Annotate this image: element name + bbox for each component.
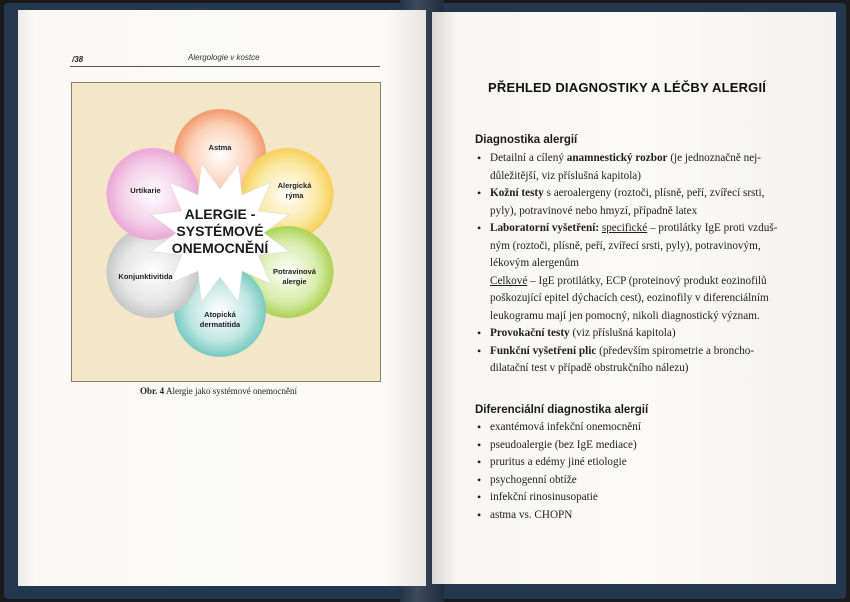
list-item-continuation: lékovým alergenům	[490, 257, 579, 269]
caption-text: Alergie jako systémové onemocnění	[165, 386, 298, 396]
list-item-continuation: poškozující epitel dýchacích cest), eozinofily v diferenciálním	[490, 292, 769, 304]
figure-caption	[140, 386, 297, 396]
list-item: • Provokační testy (viz příslušná kapitola)	[475, 325, 795, 343]
center-label-line-2: SYSTÉMOVÉ	[176, 223, 264, 239]
list-item-continuation: dilatační test v případě obstrukčního nálezu)	[490, 362, 689, 374]
diagnostics-list	[475, 150, 795, 378]
petal-label: alergie	[282, 277, 307, 286]
list-item-continuation: ným (roztoči, plísně, peří, zvířecí srsti, pyly), potravinovým,	[490, 239, 761, 252]
petal-label: Astma	[208, 143, 232, 152]
header-rule	[70, 66, 380, 67]
center-label-line-1: ALERGIE -	[184, 206, 256, 222]
list-item: • pseudoalergie (bez IgE mediace)	[475, 437, 795, 455]
differential-list	[475, 419, 795, 524]
list-item: • infekční rinosinusopatie	[475, 489, 795, 507]
list-item-continuation: leukogramu mají jen pomocný, nikoli diagnostický význam.	[490, 309, 760, 322]
differential-heading: Diferenciální diagnostika alergií	[475, 404, 649, 416]
petal-label: Konjunktivitida	[118, 272, 173, 281]
list-item: • Detailní a cílený anamnestický rozbor (je jednoznačně nej-	[475, 150, 795, 168]
petal-label: dermatitida	[199, 320, 241, 329]
petal-label: rýma	[285, 191, 304, 200]
page-number: /38	[72, 55, 84, 64]
list-item-continuation: důležitější, viz příslušná kapitola)	[490, 169, 641, 182]
list-item: • Kožní testy s aeroalergeny (roztoči, plísně, peří, zvířecí srsti,	[475, 185, 795, 203]
diagnostics-heading: Diagnostika alergií	[475, 134, 578, 146]
list-item-continuation: pyly), potravinové nebo hmyzí, případně latex	[490, 204, 698, 217]
running-header: Alergologie v kostce	[188, 53, 260, 62]
center-label-line-3: ONEMOCNĚNÍ	[171, 240, 269, 256]
page-title: PŘEHLED DIAGNOSTIKY A LÉČBY ALERGIÍ	[488, 80, 767, 95]
list-item: • psychogenní obtíže	[475, 472, 795, 490]
petal-label: Alergická	[277, 181, 312, 190]
list-item: • Funkční vyšetření plic (především spirometrie a broncho-	[475, 343, 795, 361]
petal-label: Urtikarie	[130, 186, 161, 195]
allergy-diagram	[72, 83, 380, 381]
petal-label: Potravinová	[273, 267, 316, 276]
petal-label: Atopická	[204, 310, 236, 319]
list-item: • pruritus a edémy jiné etiologie	[475, 454, 795, 472]
list-item-continuation: Celkové – IgE protilátky, ECP (proteinový produkt eozinofilů	[490, 274, 767, 287]
list-item: • astma vs. CHOPN	[475, 507, 795, 525]
allergy-figure	[71, 82, 381, 382]
list-item: • Laboratorní vyšetření: specifické – protilátky IgE proti vzduš-	[475, 220, 795, 238]
caption-label: Obr. 4	[140, 386, 165, 396]
list-item: • exantémová infekční onemocnění	[475, 419, 795, 437]
